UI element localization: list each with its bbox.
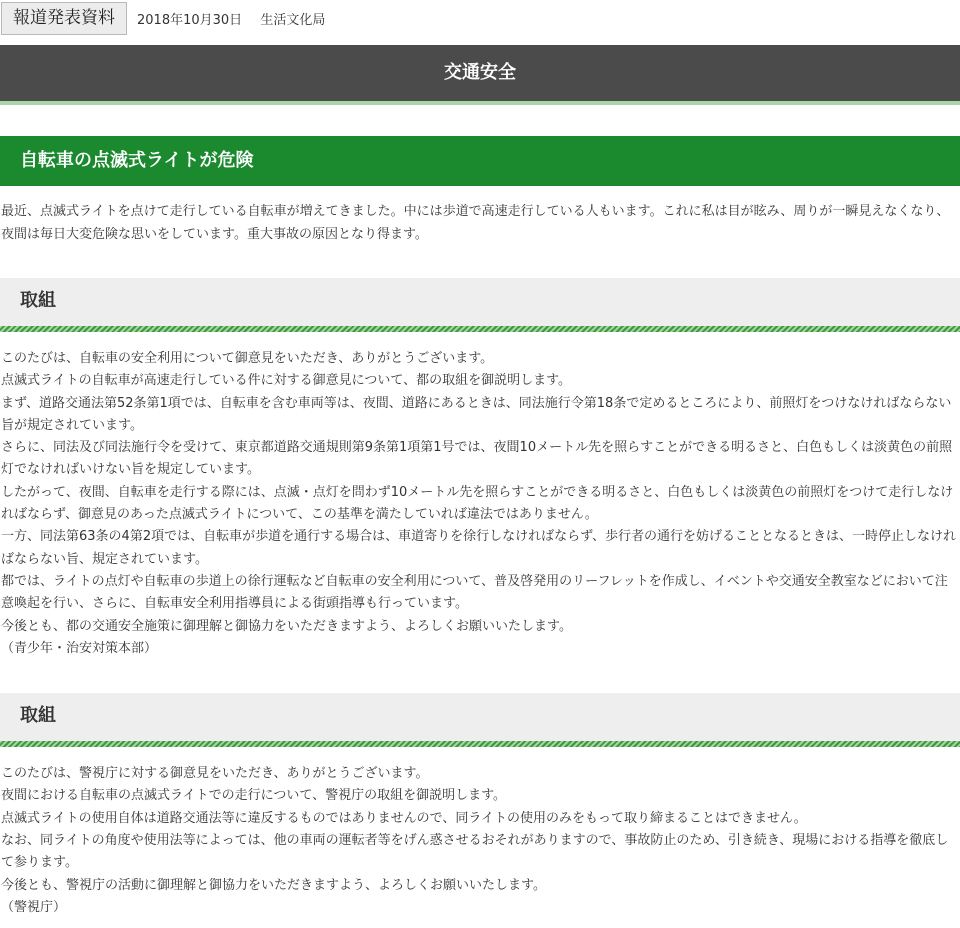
response-1-paragraph: さらに、同法及び同法施行令を受けて、東京都道路交通規則第9条第1項第1号では、夜間10メートル先を照らすことができる明るさと、白色もしくは淡黄色の前照灯でなければいけない旨を規定しています。 <box>1 440 953 478</box>
response-heading-2: 取組 <box>0 693 960 747</box>
department-name: 生活文化局 <box>260 12 326 28</box>
response-2-paragraph: 今後とも、警視庁の活動に御理解と御協力をいただきますよう、よろしくお願いいたします。 <box>1 877 546 893</box>
press-release-badge: 報道発表資料 <box>1 2 127 35</box>
response-heading-1: 取組 <box>0 278 960 332</box>
response-1-paragraph: 点滅式ライトの自転車が高速走行している件に対する御意見について、都の取組を御説明します。 <box>1 373 572 389</box>
response-body-2 <box>0 763 960 919</box>
response-body-1 <box>0 348 960 660</box>
response-1-source: （青少年・治安対策本部） <box>1 640 158 656</box>
intro-text: 最近、点滅式ライトを点けて走行している自転車が増えてきました。中には歩道で高速走行している人もいます。これに私は目が眩み、周りが一瞬見えなくなり、夜間は毎日大変危険な思いをしています。重大事故の原因となり得ます。 <box>1 204 950 242</box>
article-title: 自転車の点滅式ライトが危険 <box>0 136 960 186</box>
response-1-paragraph: 一方、同法第63条の4第2項では、自転車が歩道を通行する場合は、車道寄りを徐行しなければならず、歩行者の通行を妨げることとなるときは、一時停止しなければならない旨、規定されています。 <box>1 529 957 567</box>
section-title: 交通安全 <box>0 45 960 105</box>
response-2-paragraph: このたびは、警視庁に対する御意見をいただき、ありがとうございます。 <box>1 766 429 782</box>
response-1-paragraph: このたびは、自転車の安全利用について御意見をいただき、ありがとうございます。 <box>1 351 494 366</box>
response-1-paragraph: まず、道路交通法第52条第1項では、自転車を含む車両等は、夜間、道路にあるときは、同法施行令第18条で定めるところにより、前照灯をつけなければならない旨が規定されています。 <box>1 395 952 433</box>
article-intro <box>0 201 960 246</box>
response-1-paragraph: 都では、ライトの点灯や自転車の歩道上の徐行運転など自転車の安全利用について、普及啓発用のリーフレットを作成し、イベントや交通安全教室などにおいて注意喚起を行い、さらに、自転車安全利用指導員による街頭指導も行っています。 <box>1 573 948 612</box>
response-2-paragraph: 夜間における自転車の点滅式ライトでの走行について、警視庁の取組を御説明します。 <box>1 788 507 804</box>
response-1-paragraph: したがって、夜間、自転車を走行する際には、点滅・点灯を問わず10メートル先を照らすことができる明るさと、白色もしくは淡黄色の前照灯をつけて走行しなければならず、御意見のあった点滅式ライトについて、この基準を満たしていれば違法ではありません。 <box>1 484 954 523</box>
release-meta <box>137 9 325 28</box>
response-1-paragraph: 今後とも、都の交通安全施策に御理解と御協力をいただきますよう、よろしくお願いいたします。 <box>1 618 572 634</box>
response-2-paragraph: 点滅式ライトの使用自体は道路交通法等に違反するものではありませんので、同ライトの使用のみをもって取り締まることはできません。 <box>1 810 807 826</box>
header-bar <box>0 0 960 36</box>
response-2-source: （警視庁） <box>1 899 67 915</box>
response-2-paragraph: なお、同ライトの角度や使用法等によっては、他の車両の運転者等をげん惑させるおそれがありますので、事故防止のため、引き続き、現場における指導を徹底して参ります。 <box>1 833 949 871</box>
release-date: 2018年10月30日 <box>137 12 243 28</box>
